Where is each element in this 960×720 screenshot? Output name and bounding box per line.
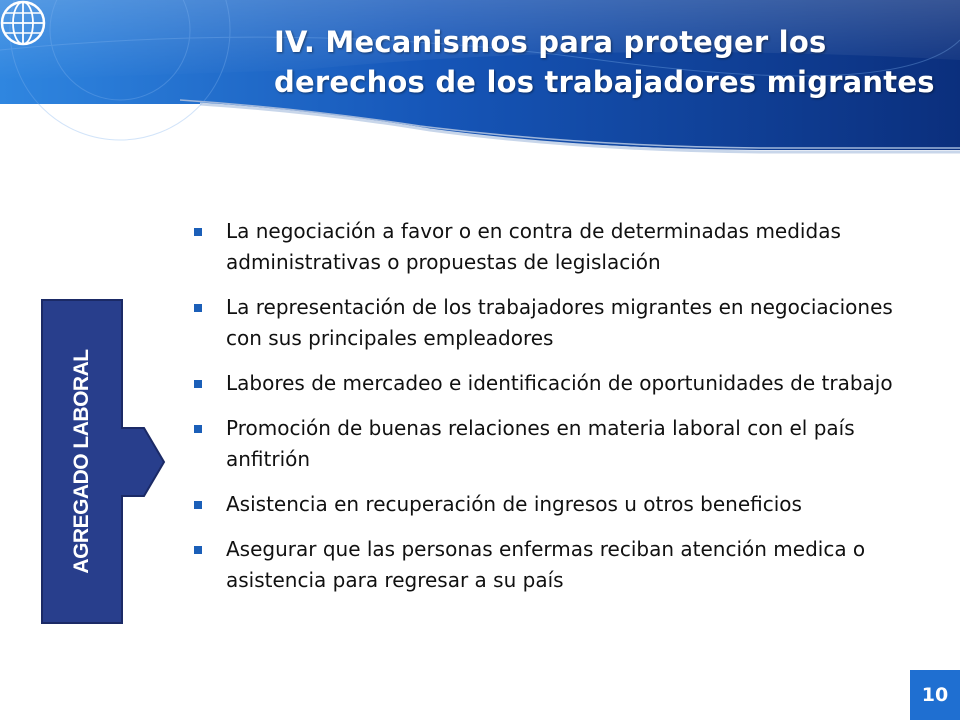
page-number: 10 <box>910 670 960 720</box>
list-item <box>190 534 930 596</box>
square-bullet-icon <box>194 501 202 509</box>
header-banner <box>0 0 960 160</box>
organization-globe-logo-icon <box>0 0 46 46</box>
sidebar-label: AGREGADO LABORAL <box>70 349 93 574</box>
list-item <box>190 368 930 399</box>
bullet-text: Asegurar que las personas enfermas reciban atención medica o asistencia para regresar a su país <box>226 537 866 592</box>
bullet-text: Promoción de buenas relaciones en materia laboral con el país anfitrión <box>226 416 855 471</box>
square-bullet-icon <box>194 304 202 312</box>
bullet-text: La negociación a favor o en contra de determinadas medidas administrativas o propuestas de legislación <box>226 219 841 274</box>
square-bullet-icon <box>194 228 202 236</box>
square-bullet-icon <box>194 425 202 433</box>
list-item <box>190 489 930 520</box>
list-item <box>190 413 930 475</box>
bullet-text: Labores de mercadeo e identificación de oportunidades de trabajo <box>226 371 893 395</box>
square-bullet-icon <box>194 546 202 554</box>
title-line-1: IV. Mecanismos para proteger los <box>274 25 827 59</box>
slide-title <box>274 22 960 102</box>
bullet-list <box>190 216 930 596</box>
list-item <box>190 216 930 278</box>
list-item <box>190 292 930 354</box>
title-line-2: derechos de los trabajadores migrantes <box>274 65 935 99</box>
bullet-text: La representación de los trabajadores migrantes en negociaciones con sus principales empleadores <box>226 295 893 350</box>
bullet-text: Asistencia en recuperación de ingresos u otros beneficios <box>226 492 802 516</box>
square-bullet-icon <box>194 380 202 388</box>
